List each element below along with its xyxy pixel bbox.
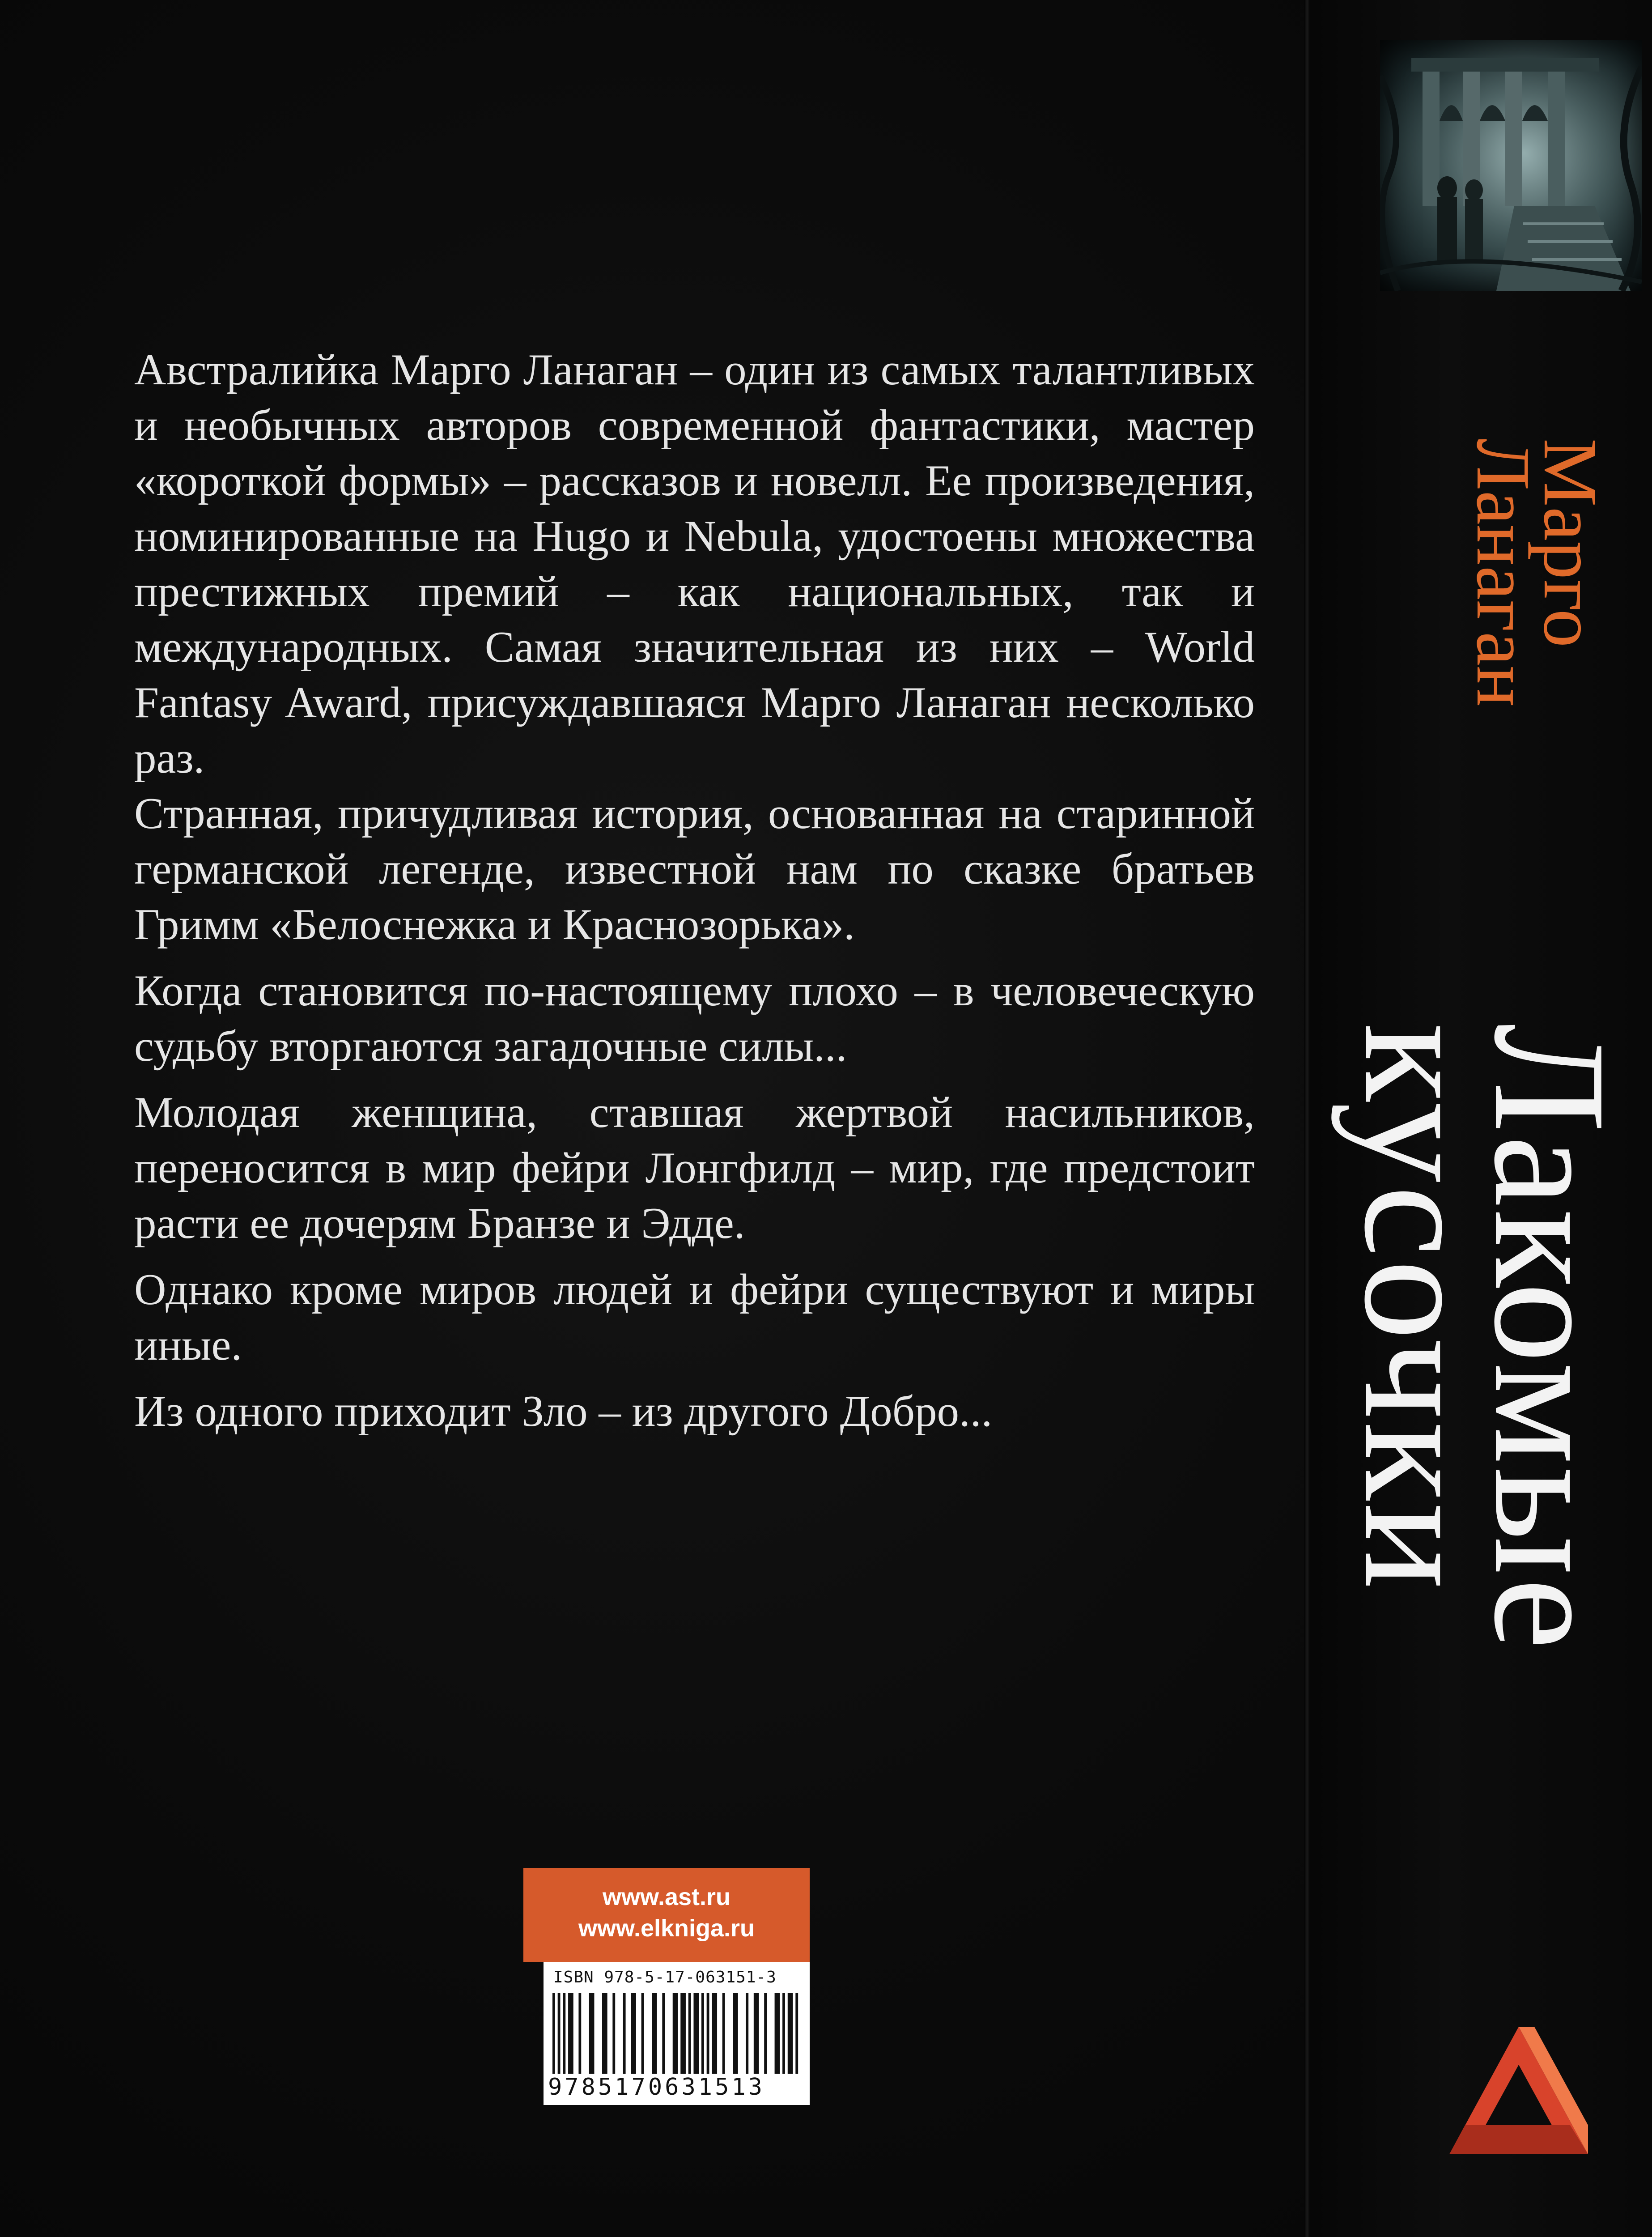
publisher-websites [523, 1868, 810, 1962]
blurb-paragraph: Из одного приходит Зло – из другого Добро... [134, 1387, 993, 1436]
spine-author-first-name: Марго [1528, 438, 1613, 648]
spine-fold [1304, 0, 1310, 2237]
blurb-paragraph: Когда становится по-настоящему плохо – в человеческую судьбу вторгаются загадочные силы... [134, 966, 1255, 1071]
blurb-paragraph: Странная, причудливая история, основанная на старинной германской легенде, известной нам по сказке братьев Гримм «Белоснежка и Краснозорька». [134, 789, 1255, 949]
isbn-number: ISBN 978-5-17-063151-3 [553, 1968, 777, 1986]
website-url: www.elkniga.ru [578, 1915, 755, 1942]
spine-title-line-1: Лакомые [1461, 1023, 1639, 1652]
spine-illustration [1380, 40, 1642, 291]
spine-title-line-2: кусочки [1331, 1023, 1510, 1592]
spine-author-last-name: Ланаган [1461, 438, 1546, 707]
blurb-paragraph: Австралийка Марго Ланаган – один из самых талантливых и необычных авторов современной фантастики, мастер «короткой формы» – рассказов и новелл. Ее произведения, номинированные на Hugo и Nebula, удостоены множества престижных премий – как национальных, так и международных. Самая значительная из них – World Fantasy Award, присуждавшаяся Марго Ланаган несколько раз. [134, 345, 1255, 783]
spine-title [1331, 1023, 1639, 1652]
blurb-paragraph: Молодая женщина, ставшая жертвой насильников, переносится в мир фейри Лонгфилд – мир, где предстоит расти ее дочерям Бранзе и Эдде. [134, 1088, 1255, 1248]
website-url: www.ast.ru [602, 1884, 731, 1910]
blurb-paragraph: Однако кроме миров людей и фейри существуют и миры иные. [134, 1265, 1255, 1369]
ean-digits: 9785170631513 [548, 2074, 765, 2101]
spine-author [1461, 438, 1613, 707]
impossible-triangle-icon [1445, 2022, 1593, 2161]
barcode-icon [552, 1993, 801, 2074]
barcode-label [544, 1962, 810, 2105]
back-cover-blurb [134, 342, 1255, 1450]
